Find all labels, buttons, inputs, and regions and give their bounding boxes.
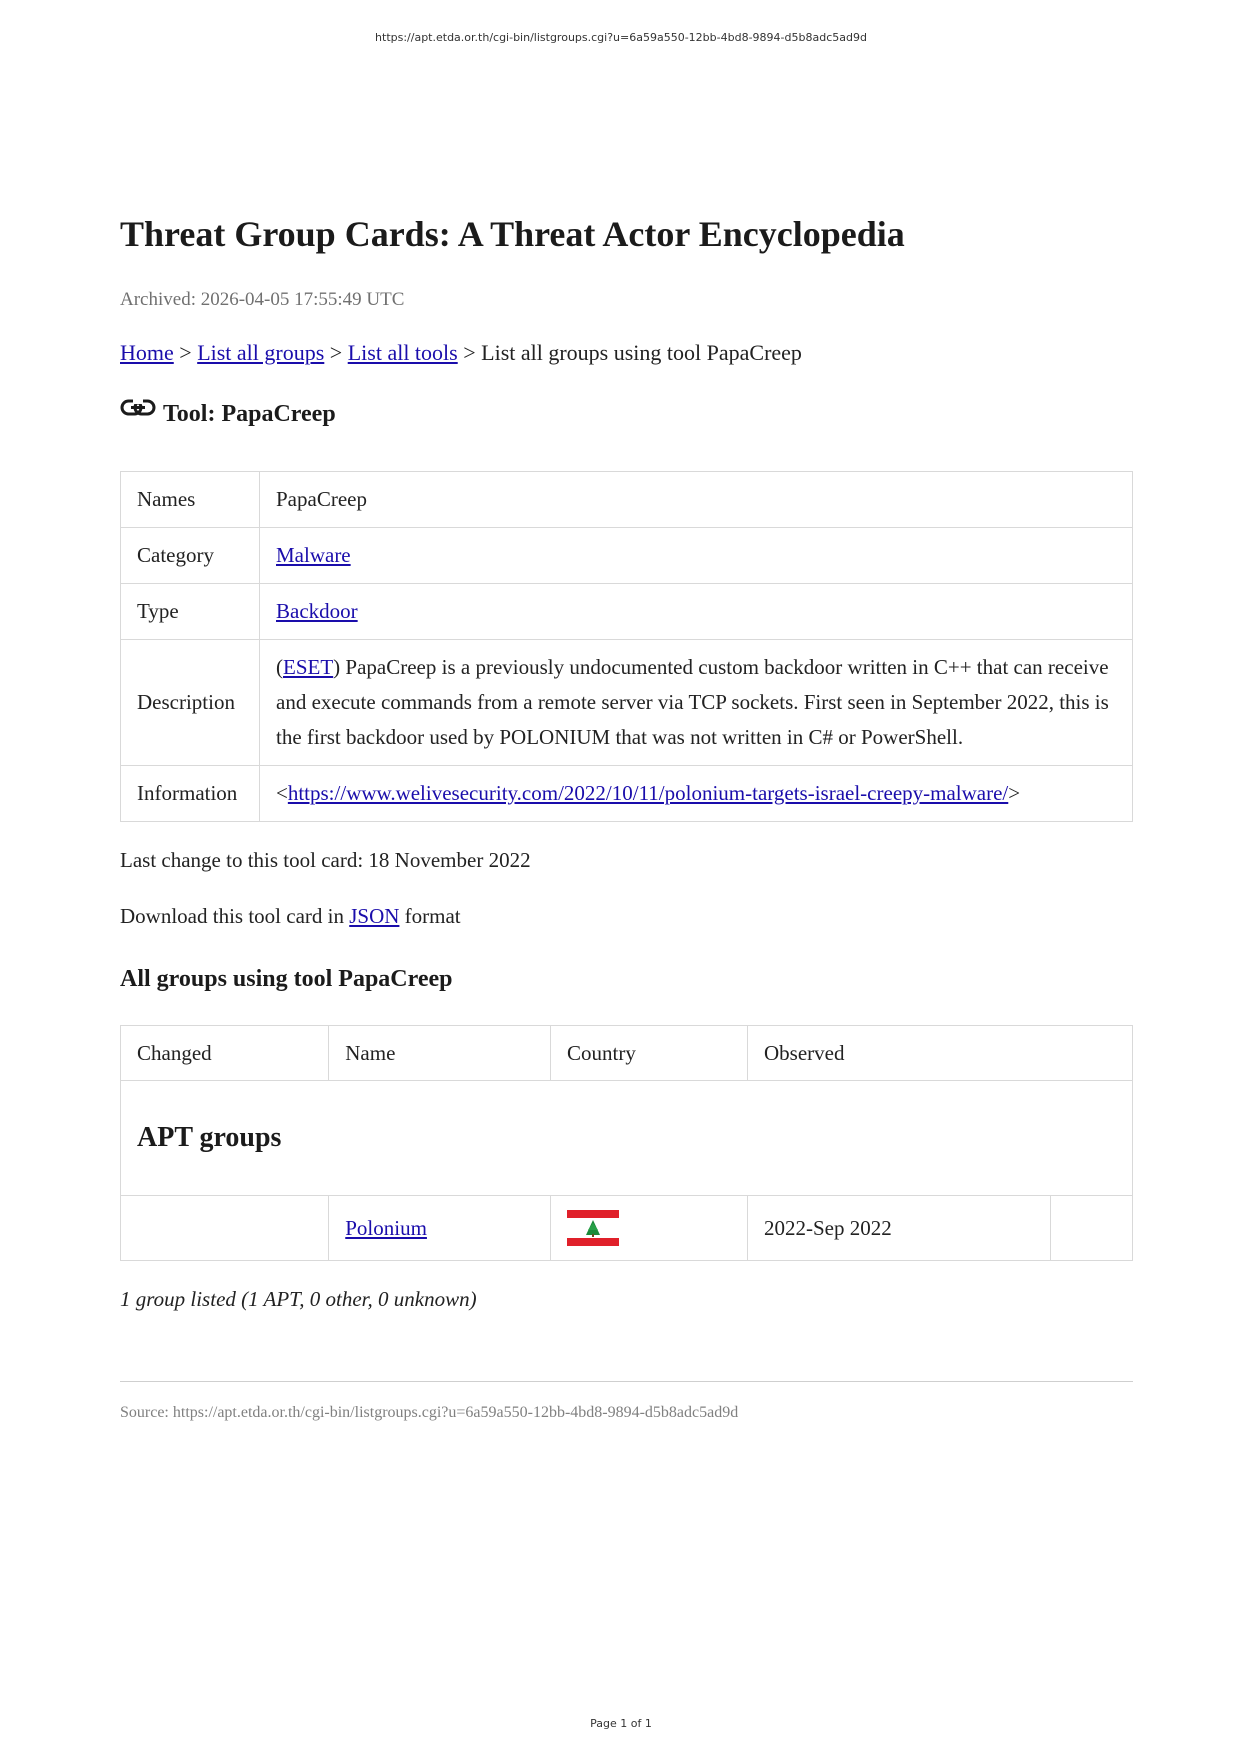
table-row <box>121 640 1133 766</box>
print-header-url: https://apt.etda.or.th/cgi-bin/listgroups.cgi?u=6a59a550-12bb-4bd8-9894-d5b8adc5ad9d <box>375 31 867 44</box>
tool-heading-text: Tool: PapaCreep <box>163 401 336 427</box>
column-header-observed: Observed <box>747 1026 1132 1081</box>
type-link[interactable]: Backdoor <box>276 599 358 623</box>
groups-table <box>120 1025 1133 1261</box>
information-open-bracket: < <box>276 781 288 805</box>
source-url: Source: https://apt.etda.or.th/cgi-bin/listgroups.cgi?u=6a59a550-12bb-4bd8-9894-d5b8adc5ad9d <box>120 1404 739 1421</box>
changed-cell <box>121 1196 329 1261</box>
archived-timestamp: Archived: 2026-04-05 17:55:49 UTC <box>120 289 405 310</box>
breadcrumb-separator: > <box>179 340 192 365</box>
page-title: Threat Group Cards: A Threat Actor Encyclopedia <box>120 214 905 254</box>
column-header-country: Country <box>551 1026 748 1081</box>
description-text: ) PapaCreep is a previously undocumented custom backdoor written in C++ that can receive and execute commands from a remote server via TCP sockets. First seen in September 2022, this is the first backdoor used by POLONIUM that was not written in C# or PowerShell. <box>276 655 1109 749</box>
name-cell <box>329 1196 551 1261</box>
category-link[interactable]: Malware <box>276 543 351 567</box>
download-prefix: Download this tool card in <box>120 904 344 928</box>
information-label: Information <box>121 766 260 822</box>
download-line <box>120 904 461 929</box>
group-link-polonium[interactable]: Polonium <box>345 1215 427 1240</box>
breadcrumb-separator: > <box>329 340 343 365</box>
table-row <box>121 472 1133 528</box>
table-row <box>121 584 1133 640</box>
table-row <box>121 1196 1133 1261</box>
breadcrumb-current: List all groups using tool PapaCreep <box>481 340 802 365</box>
json-download-link[interactable]: JSON <box>349 904 400 928</box>
names-value: PapaCreep <box>260 472 1133 528</box>
names-label: Names <box>121 472 260 528</box>
information-cell <box>260 766 1133 822</box>
column-header-name: Name <box>329 1026 551 1081</box>
download-suffix: format <box>404 904 461 928</box>
tool-details-table <box>120 471 1133 822</box>
breadcrumb-groups-link[interactable]: List all groups <box>197 340 325 365</box>
breadcrumb-home-link[interactable]: Home <box>120 340 174 365</box>
eset-source-link[interactable]: ESET <box>283 655 334 679</box>
section-row <box>121 1081 1133 1196</box>
page-number: Page 1 of 1 <box>590 1717 652 1730</box>
description-label: Description <box>121 640 260 766</box>
lebanon-flag-icon <box>567 1210 619 1246</box>
column-header-changed: Changed <box>121 1026 329 1081</box>
breadcrumb-tools-link[interactable]: List all tools <box>347 340 458 365</box>
table-row <box>121 766 1133 822</box>
description-paren: ( <box>276 655 283 679</box>
type-cell <box>260 584 1133 640</box>
type-label: Type <box>121 584 260 640</box>
breadcrumb <box>120 340 802 366</box>
table-header-row <box>121 1026 1133 1081</box>
link-icon <box>120 397 156 419</box>
information-close-bracket: > <box>1008 781 1021 805</box>
last-change-text: Last change to this tool card: 18 November 2022 <box>120 848 531 872</box>
information-link[interactable]: https://www.welivesecurity.com/2022/10/11/polonium-targets-israel-creepy-malware/ <box>287 781 1009 805</box>
description-cell <box>260 640 1133 766</box>
tool-heading <box>120 401 336 428</box>
extra-cell <box>1050 1196 1132 1261</box>
groups-heading: All groups using tool PapaCreep <box>120 966 453 992</box>
breadcrumb-separator: > <box>463 340 476 365</box>
divider <box>120 1381 1133 1382</box>
category-cell <box>260 528 1133 584</box>
group-count-summary: 1 group listed (1 APT, 0 other, 0 unknown) <box>120 1287 477 1311</box>
section-title-apt-groups: APT groups <box>121 1081 1133 1196</box>
observed-cell: 2022-Sep 2022 <box>747 1196 1050 1261</box>
category-label: Category <box>121 528 260 584</box>
table-row <box>121 528 1133 584</box>
country-cell <box>551 1196 748 1261</box>
